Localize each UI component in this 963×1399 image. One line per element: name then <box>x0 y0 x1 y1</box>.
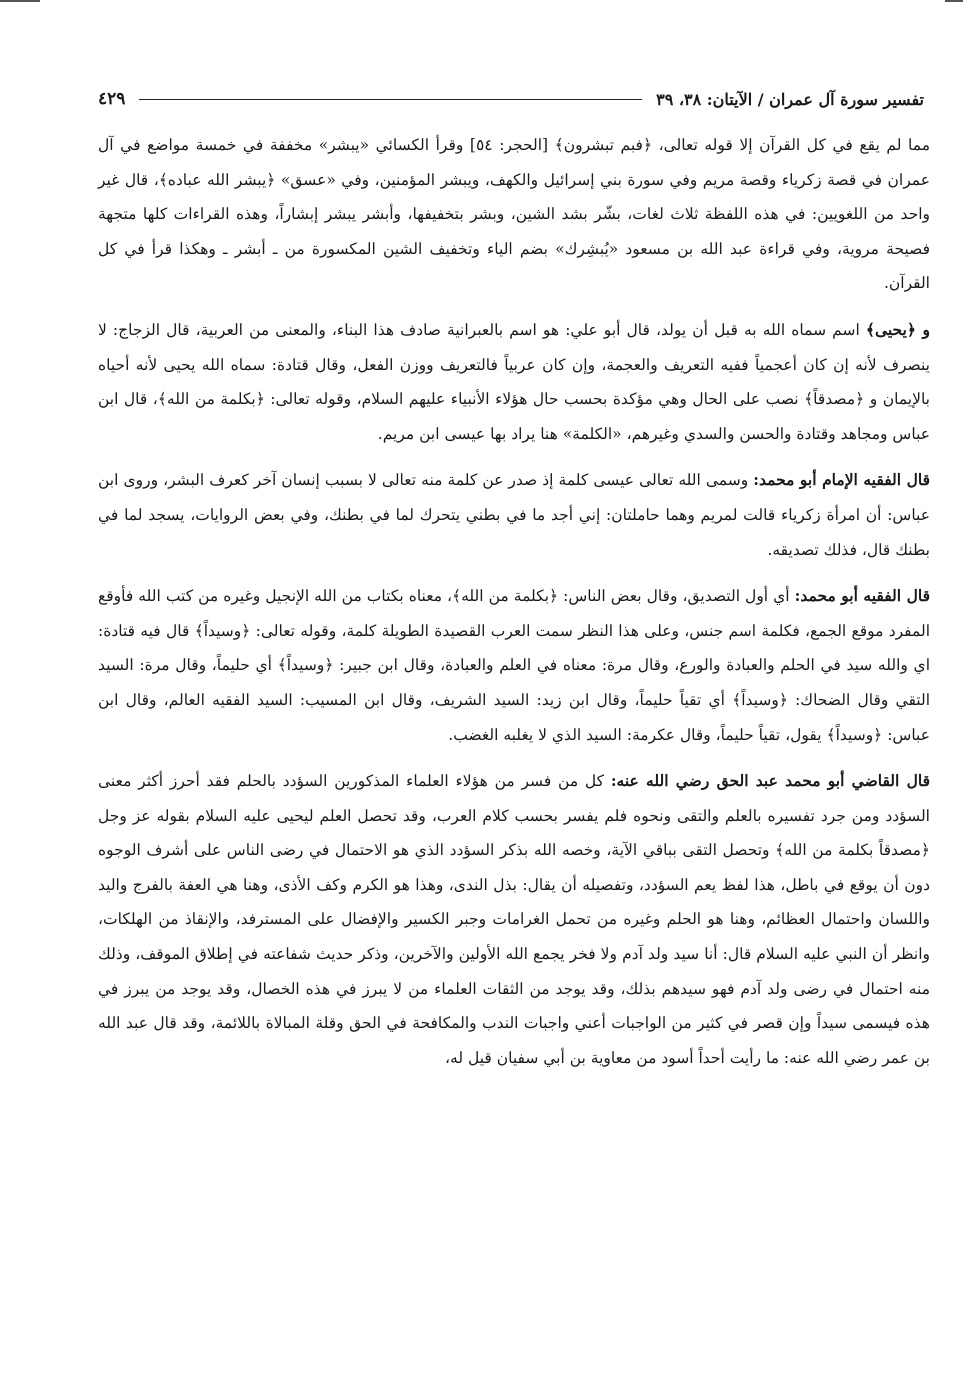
paragraph-3-text: وسمى الله تعالى عيسى كلمة إذ صدر عن كلمة منه تعالى لا بسبب إنسان آخر كعرف البشر، وروى ابن عباس: أن امرأة زكرياء قالت لمريم وهما حاملتان: إني أجد ما في بطني يتحرك لما في بطنك، وفي بعض الروايات، يسجد لما في بطنك قال، فذلك تصديقه. <box>98 471 930 559</box>
scan-edge-mark-left <box>0 0 40 2</box>
paragraph-2-lead: و ﴿يحيى﴾ <box>865 319 930 339</box>
paragraph-3-lead: قال الفقيه الإمام أبو محمد: <box>753 470 930 490</box>
paragraph-1-text: مما لم يقع في كل القرآن إلا قوله تعالى، ﴿فبم تبشرون﴾ [الحجر: ٥٤] وقرأ الكسائي «يبشر» مخففة في خمسة مواضع في آل عمران في قصة زكرياء وقصة مريم وفي سورة بني إسرائيل والكهف، ويبشر المؤمنين، وفي «عسق» ﴿يبشر الله عباده﴾، قال غير واحد من اللغويين: في هذه اللفظة ثلاث لغات، بشّر بشد الشين، وبشر بتخفيفها، وأبشر يبشر إبشاراً، وهذه القراءات كلها متجهة فصيحة مروية، وفي قراءة عبد الله بن مسعود «يُبشِرك» بضم الياء وتخفيف الشين المكسورة من ـ أبشر ـ وهكذا قرأ في كل القرآن. <box>98 136 930 293</box>
page-body <box>98 128 930 1075</box>
paragraph-4 <box>98 579 930 752</box>
scan-edge-mark-right <box>945 0 963 2</box>
running-header <box>98 84 924 114</box>
paragraph-5 <box>98 764 930 1075</box>
paragraph-2-text: اسم سماه الله به قبل أن يولد، قال أبو علي: هو اسم بالعبرانية صادف هذا البناء، والمعنى من العربية، قال الزجاج: لا ينصرف لأنه إن كان أعجمياً ففيه التعريف والعجمة، وإن كان عربياً فالتعريف ووزن الفعل، وقال قتادة: سماه الله يحيى لأنه أحياه بالإيمان و ﴿مصدقاً﴾ نصب على الحال وهي مؤكدة بحسب حال هؤلاء الأنبياء عليهم السلام، وقوله تعالى: ﴿بكلمة من الله﴾، قال ابن عباس ومجاهد وقتادة والحسن والسدي وغيرهم، «الكلمة» هنا يراد بها عيسى ابن مريم. <box>98 320 930 443</box>
paragraph-3 <box>98 463 930 567</box>
paragraph-4-lead: قال الفقيه أبو محمد: <box>794 586 930 606</box>
page-number: ٤٢٩ <box>98 89 126 109</box>
header-rule <box>139 99 642 100</box>
paragraph-4-text: أي أول التصديق، وقال بعض الناس: ﴿بكلمة من الله﴾، معناه بكتاب من الله الإنجيل وغيره من كتب الله فأوقع المفرد موقع الجمع، فكلمة اسم جنس، وعلى هذا النظر سمت العرب القصيدة الطويلة كلمة، وقوله تعالى: ﴿وسيداً﴾ قال فيه قتادة: اي والله سيد في الحلم والعبادة والورع، وقال مرة: معناه في العلم والعبادة، وقال ابن جبير: ﴿وسيداً﴾ أي حليماً، وقال مرة: السيد التقي وقال الضحاك: ﴿وسيداً﴾ أي تقياً حليماً، وقال ابن زيد: السيد الشريف، وقال ابن المسيب: السيد الفقيه العالم، وقال ابن عباس: ﴿وسيداً﴾ يقول، تقياً حليماً، وقال عكرمة: السيد الذي لا يغلبه الغضب. <box>98 587 930 744</box>
paragraph-2 <box>98 313 930 451</box>
paragraph-1 <box>98 128 930 301</box>
running-header-title: تفسير سورة آل عمران / الآيتان: ٣٨، ٣٩ <box>656 89 924 109</box>
paragraph-5-lead: قال القاضي أبو محمد عبد الحق رضي الله عنه: <box>610 771 930 791</box>
paragraph-5-text: كل من فسر من هؤلاء العلماء المذكورين السؤدد بالحلم فقد أحرز أكثر معنى السؤدد ومن جرد تفسيره بالعلم والتقى ونحوه فلم يفسر بحسب كلام العرب، وقد تحصل العلم ليحيى عليه السلام بقوله عز وجل ﴿مصدقاً بكلمة من الله﴾ وتحصل التقى بباقي الآية، وخصه الله بذكر السؤدد الذي هو الاحتمال في رضى الناس على أشرف الوجوه دون أن يوقع في باطل، هذا لفظ يعم السؤدد، وتفصيله أن يقال: بذل الندى، وهذا هو الكرم وكف الأذى، وهنا هي العفة بالفرج واليد واللسان واحتمال العظائم، وهنا هو الحلم وغيره من تحمل الغرامات وجبر الكسير والإفضال على المسترفد، والإنقاذ من الهلكات، وانظر أن النبي عليه السلام قال: أنا سيد ولد آدم ولا فخر يجمع الله الأولين والآخرين، وذكر حديث شفاعته في إطلاق الموقف، وذلك منه احتمال في رضى ولد آدم فهو سيدهم بذلك، وقد يوجد من الثقات العلماء من لا يبرز في هذه الخصال، وقد يوجد من يبرز في هذه فيسمى سيداً وإن قصر في كثير من الواجبات أعني واجبات الندب والمكافحة في الحق وقلة المبالاة باللائمة، وقد قال عبد الله بن عمر رضي الله عنه: ما رأيت أحداً أسود من معاوية بن أبي سفيان قيل له، <box>98 772 930 1067</box>
